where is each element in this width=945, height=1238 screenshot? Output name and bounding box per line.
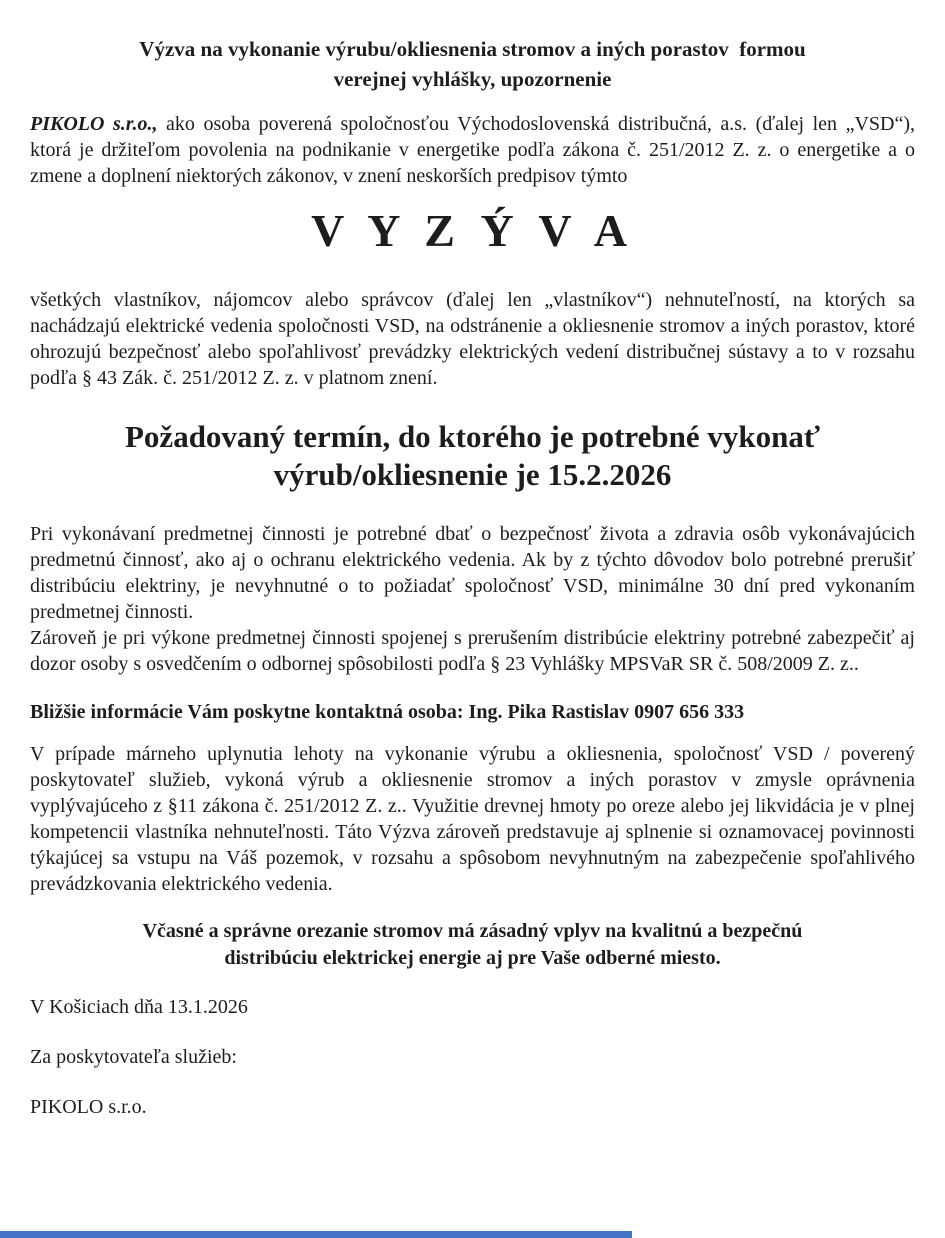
supervision-paragraph: Zároveň je pri výkone predmetnej činnosti spojenej s prerušením distribúcie elektriny potrebné zabezpečiť aj dozor osoby s osvedčením o odbornej spôsobilosti podľa § 23 Vyhlášky MPSVaR SR č. 508/2009 Z. z.. [30,627,915,675]
signature-company: PIKOLO s.r.o. [30,1096,147,1118]
owners-paragraph: všetkých vlastníkov, nájomcov alebo správcov (ďalej len „vlastníkov“) nehnuteľností, na ktorých sa nachádzajú elektrické vedenia spoločnosti VSD, na odstránenie a okliesnenie stromov a iných porastov, ktoré ohrozujú bezpečnosť alebo spoľahlivosť prevádzky elektrických vedení distribučnej sústavy a to v rozsahu podľa § 43 Zák. č. 251/2012 Z. z. v platnom znení. [30,289,915,389]
intro-paragraph-text: ako osoba poverená spoločnosťou Východoslovenská distribučná, a.s. (ďalej len „VSD“), ktorá je držiteľom povolenia na podnikanie v energetike podľa zákona č. 251/2012 Z. z. o energetike a o zmene a doplnení niektorých zákonov, v znení neskorších predpisov týmto [30,113,916,187]
signature-label: Za poskytovateľa služieb: [30,1046,237,1068]
page-title-line-1: Výzva na vykonanie výrubu/okliesnenia stromov a iných porastov formou [139,37,806,61]
safety-block [30,521,915,677]
deadline-heading-line-2: výrub/okliesnenie je 15.2.2026 [273,457,672,492]
enforcement-paragraph: V prípade márneho uplynutia lehoty na vykonanie výrubu a okliesnenia, spoločnosť VSD / poverený poskytovateľ služieb, vykoná výrub a okliesnenie stromov a iných porastov v zmysle oprávnenia vyplývajúceho z §11 zákona č. 251/2012 Z. z.. Využitie drevnej hmoty po oreze alebo jej likvidácia je v plnej kompetencii vlastníka nehnuteľnosti. Táto Výzva zároveň predstavuje aj splnenie si oznamovacej povinnosti týkajúcej sa vstupu na Váš pozemok, v rozsahu a spôsobom nevyhnutným na zabezpečenie spoľahlivého prevádzkovania elektrického vedenia. [30,743,915,895]
intro-paragraph [30,111,915,189]
safety-paragraph: Pri vykonávaní predmetnej činnosti je potrebné dbať o bezpečnosť života a zdravia osôb vykonávajúcich predmetnú činnosť, ako aj o ochranu elektrického vedenia. Ak by z týchto dôvodov bolo potrebné prerušiť distribúciu elektriny, je nevyhnutné o to požiadať spoločnosť VSD, minimálne 30 dní pred vykonaním predmetnej činnosti. [30,523,915,623]
page-title-line-2: verejnej vyhlášky, upozornenie [333,67,612,91]
closing-note-line-2: distribúciu elektrickej energie aj pre Vaše odberné miesto. [224,947,721,969]
closing-note-line-1: Včasné a správne orezanie stromov má zásadný vplyv na kvalitnú a bezpečnú [142,920,803,942]
company-name: PIKOLO s.r.o., [30,113,158,135]
place-date: V Košiciach dňa 13.1.2026 [30,996,248,1018]
footer-accent-bar [0,1231,632,1238]
deadline-heading [30,418,915,494]
call-heading: V Y Z Ý V A [311,205,634,256]
closing-note [30,918,915,972]
page-title [30,34,915,94]
deadline-heading-line-1: Požadovaný termín, do ktorého je potrebné vykonať [125,419,820,454]
contact-info-line: Bližšie informácie Vám poskytne kontaktná osoba: Ing. Pika Rastislav 0907 656 333 [30,701,745,723]
